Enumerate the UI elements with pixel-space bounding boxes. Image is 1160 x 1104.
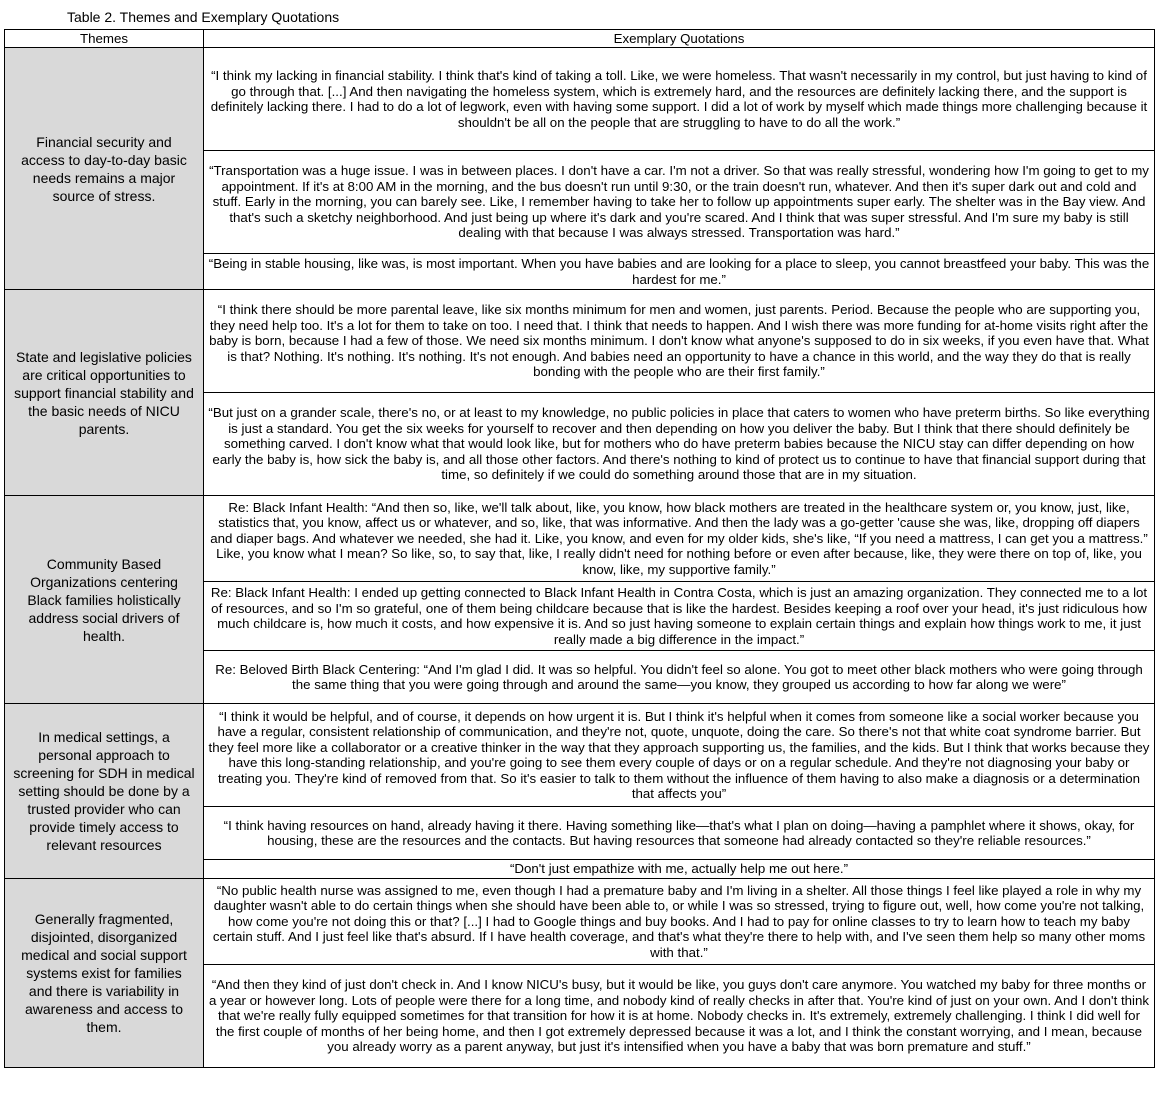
- table-row: [5, 879, 1155, 965]
- quotation-cell: “Transportation was a huge issue. I was in between places. I don't have a car. I'm not a driver. So that was really stressful, wondering how I'm going to get to my appointment. If it's at 8:00 AM in the morning, and the bus doesn't run until 9:30, or the train doesn't run, whatever. And then it's super dark out and cold and stuff. Early in the morning, you can barely see. Like, I remember having to take her to follow up appointments super early. The shelter was in the Bay view. And that's such a sketchy neighborhood. And just being up where it's dark and you're scared. And I think that was super stressful. And I'm sure my baby is still dealing with that because I was always stressed. Transportation was hard.”: [204, 151, 1155, 254]
- quotation-cell: “I think my lacking in financial stability. I think that's kind of taking a toll. Like, we were homeless. That wasn't necessarily in my control, but just having to kind of go through that. [...] And then navigating the homeless system, which is extremely hard, and the resources are definitely lacking there, and the support is definitely lacking there. I had to do a lot of legwork, even with having some support. I did a lot of work by myself which made things more challenging because it shouldn't be all on the people that are struggling to have to do all the work.”: [204, 48, 1155, 151]
- quotation-cell: “And then they kind of just don't check in. And I know NICU's busy, but it would be like, you guys don't care anymore. You watched my baby for three months or a year or however long. Lots of people were there for a long time, and nobody kind of really checks in after that. You're kind of just on your own. And I don't think that we're really fully equipped sometimes for that transition for how it is at home. Nobody checks in. It's extremely, extremely challenging. I think I did well for the first couple of months of her being home, and then I got extremely depressed because it was a lot, and I think the constant worrying, and I mean, because you already worry as a parent anyway, but just it's intensified when you have a baby that was born premature and stuff.”: [204, 965, 1155, 1068]
- quotation-cell: Re: Black Infant Health: I ended up getting connected to Black Infant Health in Contra Costa, which is just an amazing organization. They connected me to a lot of resources, and so I'm so grateful, one of them being childcare because that is like the hardest. Besides keeping a roof over your head, it's just ridiculous how much childcare is, how much it costs, and how expensive it is. And so just having someone to explain certain things and explain how things work to me, it just really made a big difference in the impact.”: [204, 582, 1155, 651]
- table-header-row: [5, 30, 1155, 48]
- quotation-cell: “Don't just empathize with me, actually help me out here.”: [204, 860, 1155, 879]
- theme-cell: Generally fragmented, disjointed, disorganized medical and social support systems exist for families and there is variability in awareness and access to them.: [5, 879, 204, 1068]
- quotation-cell: “I think having resources on hand, already having it there. Having something like—that's what I plan on doing—having a pamphlet where it shows, okay, for housing, these are the resources and the contacts. But having resources that someone had already contacted so they're reliable resources.”: [204, 807, 1155, 860]
- table-row: [5, 496, 1155, 582]
- theme-cell: State and legislative policies are critical opportunities to support financial stability and the basic needs of NICU parents.: [5, 290, 204, 496]
- quotation-cell: Re: Beloved Birth Black Centering: “And I'm glad I did. It was so helpful. You didn't feel so alone. You got to meet other black mothers who were going through the same thing that you were going through and around the same—you know, they grouped us according to how far along we were”: [204, 651, 1155, 704]
- table-caption: Table 2. Themes and Exemplary Quotations: [67, 9, 340, 25]
- column-header-themes: Themes: [5, 30, 204, 48]
- quotation-cell: “I think it would be helpful, and of course, it depends on how urgent it is. But I think it's helpful when it comes from someone like a social worker because you have a regular, consistent relationship of communication, and they're not, quote, unquote, doing the care. So there's not that white coat syndrome barrier. But they feel more like a collaborator or a creative thinker in the way that they approach supporting us, the families, and the kids. But I think that works because they have this long-standing relationship, and you're going to see them every couple of days or on a regular schedule. And they're not diagnosing your baby or treating you. They're kind of removed from that. So it's easier to talk to them without the influence of them having to also make a diagnosis or a determination that affects you”: [204, 704, 1155, 807]
- theme-cell: In medical settings, a personal approach to screening for SDH in medical setting should be done by a trusted provider who can provide timely access to relevant resources: [5, 704, 204, 879]
- quotation-cell: “I think there should be more parental leave, like six months minimum for men and women, just parents. Period. Because the people who are supporting you, they need help too. It's a lot for them to take on too. I need that. I think that needs to happen. And I wish there was more funding for at-home visits right after the baby is born, because I had a few of those. We need six months minimum. I don't know what anyone's supposed to do in six weeks, if you even have that. What is that? Nothing. It's nothing. It's nothing. It's not enough. And babies need an opportunity to have a chance in this world, and the way they do that is really bonding with the people who are their first family.”: [204, 290, 1155, 393]
- quotation-cell: “No public health nurse was assigned to me, even though I had a premature baby and I'm living in a shelter. All those things I feel like played a role in why my daughter wasn't able to do certain things when she should have been able to, or while I was so stressed, trying to figure out, well, how come you're not talking, how come you're not doing this or that? [...] I had to Google things and buy books. And I had to pay for online classes to try to learn how to teach my baby certain stuff. And I just feel like that's absurd. If I have health coverage, and that's what they're there to help with, and I've seen them help so many other moms with that.”: [204, 879, 1155, 965]
- theme-cell: Financial security and access to day-to-day basic needs remains a major source of stress.: [5, 48, 204, 290]
- table-row: [5, 48, 1155, 151]
- table-row: [5, 704, 1155, 807]
- themes-table: [4, 29, 1155, 1068]
- quotation-cell: “Being in stable housing, like was, is most important. When you have babies and are looking for a place to sleep, you cannot breastfeed your baby. This was the hardest for me.”: [204, 254, 1155, 290]
- quotation-cell: Re: Black Infant Health: “And then so, like, we'll talk about, like, you know, how black mothers are treated in the healthcare system or, you know, just, like, statistics that, you know, affect us or whatever, and so, like, that was informative. And then the lady was a go-getter 'cause she was, like, dropping off diapers and diaper bags. And whatever we needed, she had it. Like, you know, and even for my older kids, she's like, “If you need a mattress, I can get you a mattress.” Like, you know what I mean? So like, so, to say that, like, I really didn't need for nothing before or even after because, like, they were there on top of, like, you know, like, my supportive family.”: [204, 496, 1155, 582]
- quotation-cell: “But just on a grander scale, there's no, or at least to my knowledge, no public policies in place that caters to women who have preterm births. So like everything is just a standard. You get the six weeks for yourself to recover and then depending on how you deliver the baby. But I think that there should definitely be something carved. I don't know what that would look like, but for mothers who do have preterm babies because the NICU stay can differ depending on how early the baby is, how sick the baby is, and all those other factors. And there's nothing to kind of protect us to continue to have that financial support during that time, so definitely if we could do something around those that are in my situation.: [204, 393, 1155, 496]
- theme-cell: Community Based Organizations centering Black families holistically address social drivers of health.: [5, 496, 204, 704]
- column-header-quotations: Exemplary Quotations: [204, 30, 1155, 48]
- table-row: [5, 290, 1155, 393]
